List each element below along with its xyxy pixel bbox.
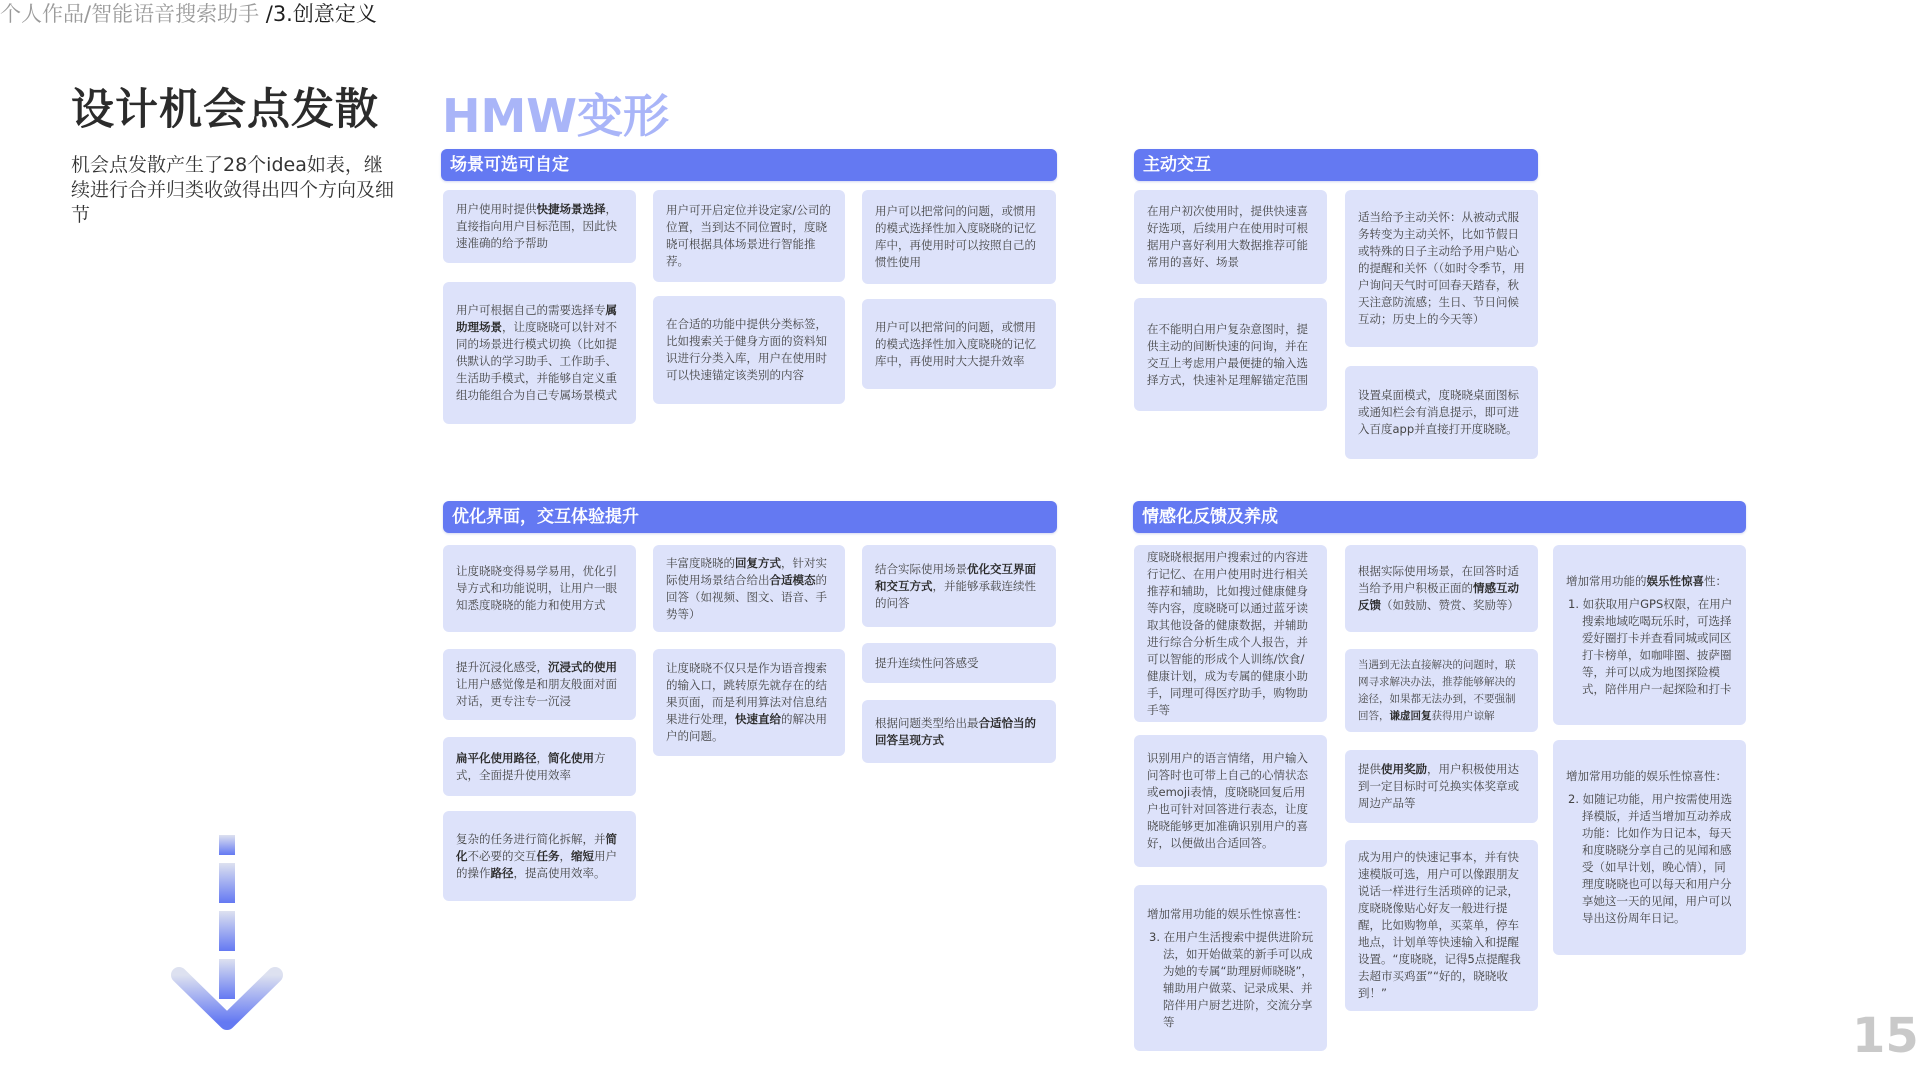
- card-text: 在不能明白用户复杂意图时，提供主动的间断快速的问询，并在交互上考虑用户最便捷的输入选择方式，快速补足理解锚定范围: [1147, 321, 1308, 387]
- card-text: 度晓晓根据用户搜索过的内容进行记忆、在用户使用时进行相关推荐和辅助，比如搜过健康健身等内容，度晓晓可以通过蓝牙读取其他设备的健康数据，并辅助进行综合分析生成个人报告，并可以智能的形成个人训练/饮食/健康计划，成为专属的健康小助手，同理可得医疗助手，购物助手等: [1147, 549, 1308, 717]
- card-text: 在合适的功能中提供分类标签，比如搜索关于健身方面的资料知识进行分类入库，用户在使用时可以快速锚定该类别的内容: [666, 317, 827, 382]
- idea-card: [443, 811, 636, 901]
- card-text: 用户可开启定位并设定家/公司的位置，当到达不同位置时，度晓晓可根据具体场景进行智能推荐。: [666, 203, 831, 268]
- idea-card: [443, 545, 636, 632]
- idea-card: [1134, 190, 1327, 284]
- idea-card: [653, 190, 845, 282]
- card-text: 的解决用户的问题。: [666, 712, 827, 743]
- breadcrumb-current: /3.创意定义: [265, 2, 377, 26]
- idea-card: [1134, 885, 1327, 1051]
- idea-card: [653, 545, 845, 632]
- card-text: 根据问题类型给出最: [875, 715, 979, 730]
- card-text: 用户可以把常问的问题，或惯用的模式选择性加入度晓晓的记忆库中，再使用时大大提升效率: [875, 319, 1036, 368]
- card-text-bold: 谦虚回复: [1389, 709, 1432, 722]
- card-text-bold: 情感互动反馈: [1358, 581, 1519, 612]
- card-text-bold: 简化使用: [548, 750, 594, 765]
- card-text: 提升沉浸化感受，: [456, 660, 548, 674]
- card-text-bold: 属助理场景: [456, 303, 617, 334]
- card-list-item: 3. 在用户生活搜索中提供进阶玩法，如开始做菜的新手可以成为她的专属“助理厨师晓晓”，辅助用户做菜、记录成果、并陪伴用户厨艺进阶，交流分享等: [1149, 929, 1314, 1029]
- card-text: 的回答（如视频、图文、语音、手势等）: [666, 572, 827, 621]
- idea-card: [1134, 735, 1327, 867]
- idea-card: [1345, 190, 1538, 347]
- idea-card: [1345, 840, 1538, 1011]
- card-text: 在用户初次使用时，提供快速喜好选项，后续用户在使用时可根据用户喜好利用大数据推荐可能常用的喜好、场景: [1147, 204, 1308, 269]
- card-text-bold: 缩短: [571, 848, 594, 863]
- card-text: ，直接指向用户目标范围，因此快速准确的给予帮助: [456, 202, 617, 250]
- card-text: ，提高使用效率。: [513, 865, 606, 880]
- card-text: 增加常用功能的: [1566, 573, 1647, 588]
- card-text-bold: 优化交互界面和交互方式: [875, 561, 1036, 593]
- card-text: ，: [559, 848, 571, 863]
- page-title: 设计机会点发散: [71, 85, 379, 135]
- card-text: 识别用户的语言情绪，用户输入问答时也可带上自己的心情状态或emoji表情，度晓晓回复后用户也可针对回答进行表态，让度晓晓能够更加准确识别用户的喜好，以便做出合适回答。: [1147, 751, 1308, 850]
- card-text: 让度晓晓变得易学易用，优化引导方式和功能说明，让用户一眼知悉度晓晓的能力和使用方式: [456, 564, 617, 612]
- breadcrumb: [0, 0, 377, 28]
- card-text: 方式，全面提升使用效率: [456, 750, 606, 782]
- card-text: 增加常用功能的娱乐性惊喜性：: [1147, 906, 1308, 921]
- idea-card: [1345, 545, 1538, 632]
- card-list-item: 2. 如随记功能，用户按需使用选择模版，并适当增加互动养成功能：比如作为日记本，每天和度晓晓分享自己的见闻和感受（如早计划，晚心情），同理度晓晓也可以每天和用户分享她这一天的见闻，用户可以导出这份周年日记。: [1568, 792, 1733, 925]
- card-text: 让度晓晓不仅只是作为语音搜索的输入口，跳转原先就存在的结果页面，而是利用算法对信息结果进行处理，: [666, 661, 827, 726]
- arrow-down-icon: [165, 830, 290, 1035]
- card-text-bold: 路径: [490, 865, 514, 880]
- section-header: 优化界面，交互体验提升: [443, 501, 1057, 533]
- idea-card: [443, 649, 636, 720]
- card-text: ，用户积极使用达到一定目标时可兑换实体奖章或周边产品等: [1358, 762, 1519, 810]
- card-text-bold: 合适恰当的回答呈现方式: [875, 715, 1036, 747]
- section-header: 情感化反馈及养成: [1133, 501, 1746, 533]
- idea-card: [1134, 545, 1327, 722]
- card-text: ，并能够承载连续性的问答: [875, 578, 1036, 610]
- card-text-bold: 快速直给: [735, 712, 781, 726]
- card-text-bold: 简化: [456, 831, 617, 863]
- card-text: 复杂的任务进行简化拆解，并: [456, 831, 606, 846]
- idea-card: [862, 700, 1056, 763]
- card-text: 获得用户谅解: [1431, 709, 1495, 722]
- card-text: 根据实际使用场景，在回答时适当给予用户积极正面的: [1358, 564, 1519, 595]
- card-text-bold: 使用奖励: [1381, 762, 1427, 776]
- card-text: ，针对实际使用场景结合给出: [666, 555, 827, 587]
- idea-card: [1345, 649, 1538, 732]
- card-text: 提供: [1358, 762, 1381, 776]
- card-text: （如鼓励、赞赏、奖励等）: [1381, 598, 1519, 612]
- card-text-bold: 回复方式: [735, 555, 781, 570]
- card-text: 设置桌面模式，度晓晓桌面图标或通知栏会有消息提示，即可进入百度app并直接打开度晓晓。: [1358, 388, 1519, 436]
- page-description: 机会点发散产生了28个idea如表，继续进行合并归类收敛得出四个方向及细节: [71, 154, 395, 226]
- card-text: 不必要的交互: [467, 848, 537, 863]
- card-text: ，: [536, 750, 548, 765]
- card-text: ，让度晓晓可以针对不同的场景进行模式切换（比如提供默认的学习助手、工作助手、生活助手模式，并能够自定义重组功能组合为自己专属场景模式: [456, 320, 617, 402]
- hmw-title: HMW变形: [442, 89, 670, 143]
- breadcrumb-path: 个人作品/智能语音搜索助手: [0, 2, 266, 26]
- card-text: 用户可根据自己的需要选择专: [456, 303, 606, 317]
- idea-card: [1553, 545, 1746, 725]
- card-text: 增加常用功能的娱乐性惊喜性：: [1566, 769, 1727, 783]
- card-text: 提升连续性问答感受: [875, 655, 979, 670]
- idea-card: [1345, 750, 1538, 823]
- card-text-bold: 合适模态: [769, 572, 816, 587]
- card-text: 适当给予主动关怀：从被动式服务转变为主动关怀，比如节假日或特殊的日子主动给予用户贴心的提醒和关怀（（如时令季节，用户询问天气时可回春天踏春，秋天注意防流感；生日、节日问候互动；历史上的今天等）: [1358, 210, 1525, 326]
- idea-card: [1134, 298, 1327, 411]
- idea-card: [862, 299, 1056, 389]
- card-text: 丰富度晓晓的: [666, 555, 735, 570]
- card-text: 结合实际使用场景: [875, 561, 967, 576]
- card-text: 让用户感觉像是和朋友般面对面对话，更专注专一沉浸: [456, 677, 617, 708]
- idea-card: [862, 643, 1056, 683]
- section-header: 场景可选可自定: [441, 149, 1057, 181]
- card-text-bold: 任务: [536, 848, 560, 863]
- card-text-bold: 扁平化使用路径: [456, 750, 537, 765]
- card-text: 性：: [1704, 573, 1727, 588]
- page-number: 15: [1852, 1008, 1919, 1064]
- card-text-bold: 快捷场景选择: [536, 202, 606, 216]
- idea-card: [443, 737, 636, 796]
- idea-card: [1553, 740, 1746, 955]
- section-header: 主动交互: [1134, 149, 1538, 181]
- idea-card: [653, 296, 845, 404]
- card-text-bold: 沉浸式的使用: [548, 660, 617, 674]
- idea-card: [443, 282, 636, 424]
- card-text: 成为用户的快速记事本，并有快速模版可选，用户可以像跟朋友说话一样进行生活琐碎的记录，度晓晓像贴心好友一般进行提醒，比如购物单，买菜单，停车地点，计划单等快速输入和提醒设置。“度晓晓，记得5点提醒我去超市买鸡蛋”“好的，晓晓收到！”: [1358, 850, 1521, 1000]
- card-text: 用户的操作: [456, 848, 617, 880]
- idea-card: [862, 545, 1056, 627]
- card-text: 用户使用时提供: [456, 202, 537, 216]
- card-list-item: 1. 如获取用户GPS权限，在用户搜索地域吃喝玩乐时，可选择爱好圈打卡并查看同城或同区打卡榜单，如咖啡圈、披萨圈等，并可以成为地图探险模式，陪伴用户一起探险和打卡: [1568, 596, 1733, 696]
- card-text: 用户可以把常问的问题，或惯用的模式选择性加入度晓晓的记忆库中，再使用时可以按照自己的惯性使用: [875, 204, 1036, 269]
- card-text: 当遇到无法直接解决的问题时，联网寻求解决办法，推荐能够解决的途径，如果都无法办到，不要强制回答，: [1358, 658, 1516, 722]
- idea-card: [443, 190, 636, 263]
- idea-card: [1345, 366, 1538, 459]
- idea-card: [862, 190, 1056, 284]
- card-text-bold: 娱乐性惊喜: [1646, 573, 1704, 588]
- idea-card: [653, 649, 845, 756]
